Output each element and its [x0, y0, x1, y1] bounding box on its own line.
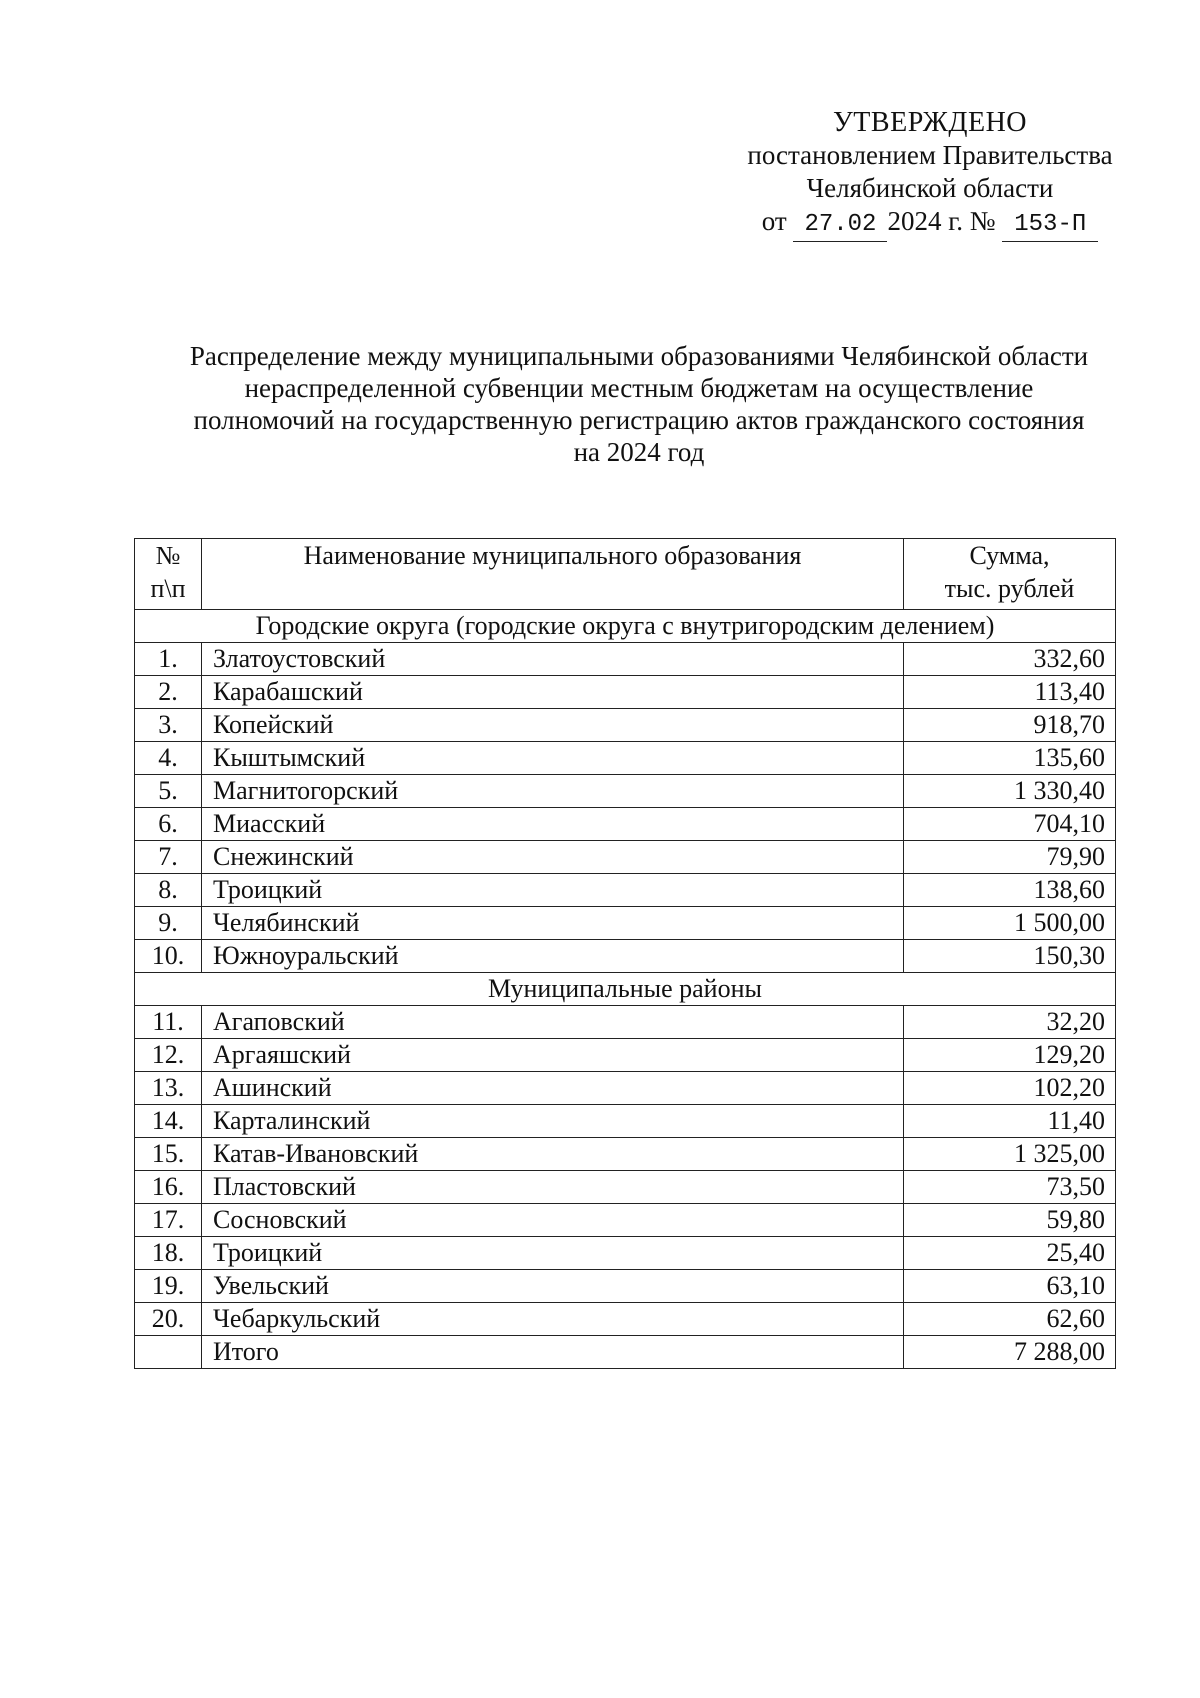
row-amount: 73,50 [904, 1171, 1116, 1204]
row-amount: 79,90 [904, 841, 1116, 874]
row-amount: 129,20 [904, 1039, 1116, 1072]
approval-number: 153-П [1002, 208, 1098, 242]
table-row [135, 1006, 1116, 1039]
header-name: Наименование муниципального образования [202, 539, 904, 610]
approval-word: УТВЕРЖДЕНО [832, 107, 1028, 138]
row-name: Миасский [202, 808, 904, 841]
row-number: 1. [135, 643, 202, 676]
row-amount: 1 325,00 [904, 1138, 1116, 1171]
table-row [135, 775, 1116, 808]
row-number: 19. [135, 1270, 202, 1303]
approval-date-line [700, 205, 1160, 242]
row-name: Троицкий [202, 1237, 904, 1270]
row-number: 12. [135, 1039, 202, 1072]
row-name: Снежинский [202, 841, 904, 874]
row-amount: 113,40 [904, 676, 1116, 709]
row-name: Магнитогорский [202, 775, 904, 808]
row-amount: 332,60 [904, 643, 1116, 676]
table-row [135, 1204, 1116, 1237]
table-row [135, 907, 1116, 940]
section-title-city-districts: Городские округа (городские округа с внутригородским делением) [135, 610, 1116, 643]
table-row [135, 808, 1116, 841]
row-name: Карталинский [202, 1105, 904, 1138]
section-title-municipal-districts: Муниципальные районы [135, 973, 1116, 1006]
row-amount: 1 500,00 [904, 907, 1116, 940]
title-line-4: на 2024 год [573, 437, 705, 467]
row-name: Челябинский [202, 907, 904, 940]
row-name: Чебаркульский [202, 1303, 904, 1336]
row-amount: 59,80 [904, 1204, 1116, 1237]
row-number: 15. [135, 1138, 202, 1171]
row-amount: 63,10 [904, 1270, 1116, 1303]
row-number: 11. [135, 1006, 202, 1039]
section-row-city-districts [135, 610, 1116, 643]
header-number-line-1: № [155, 541, 181, 570]
row-name: Карабашский [202, 676, 904, 709]
table-row [135, 1237, 1116, 1270]
row-number: 14. [135, 1105, 202, 1138]
row-name: Увельский [202, 1270, 904, 1303]
approval-stamp [700, 106, 1160, 242]
row-name: Южноуральский [202, 940, 904, 973]
row-name: Копейский [202, 709, 904, 742]
row-name: Катав-Ивановский [202, 1138, 904, 1171]
row-number: 2. [135, 676, 202, 709]
row-amount: 11,40 [904, 1105, 1116, 1138]
row-amount: 1 330,40 [904, 775, 1116, 808]
total-number [135, 1336, 202, 1369]
row-number: 8. [135, 874, 202, 907]
row-amount: 150,30 [904, 940, 1116, 973]
table-row [135, 1171, 1116, 1204]
header-number [135, 539, 202, 610]
header-amount-line-1: Сумма, [969, 541, 1050, 570]
table-row [135, 1105, 1116, 1138]
approval-year: 2024 г. № [887, 206, 996, 236]
table-header-row [135, 539, 1116, 610]
table-row [135, 874, 1116, 907]
total-label: Итого [202, 1336, 904, 1369]
table-row [135, 742, 1116, 775]
row-name: Троицкий [202, 874, 904, 907]
total-amount: 7 288,00 [904, 1336, 1116, 1369]
row-number: 20. [135, 1303, 202, 1336]
row-number: 5. [135, 775, 202, 808]
row-amount: 102,20 [904, 1072, 1116, 1105]
row-name: Ашинский [202, 1072, 904, 1105]
row-amount: 62,60 [904, 1303, 1116, 1336]
row-number: 16. [135, 1171, 202, 1204]
total-row [135, 1336, 1116, 1369]
table-row [135, 841, 1116, 874]
row-number: 4. [135, 742, 202, 775]
row-name: Аргаяшский [202, 1039, 904, 1072]
row-amount: 704,10 [904, 808, 1116, 841]
header-amount [904, 539, 1116, 610]
approval-prefix: от [761, 206, 787, 236]
table-row [135, 676, 1116, 709]
row-number: 10. [135, 940, 202, 973]
header-amount-line-2: тыс. рублей [944, 574, 1075, 603]
table-row [135, 1303, 1116, 1336]
table-row [135, 1138, 1116, 1171]
row-number: 13. [135, 1072, 202, 1105]
title-line-2: нераспределенной субвенции местным бюджетам на осуществление [244, 373, 1034, 403]
row-amount: 135,60 [904, 742, 1116, 775]
row-amount: 138,60 [904, 874, 1116, 907]
section-row-municipal-districts [135, 973, 1116, 1006]
row-name: Пластовский [202, 1171, 904, 1204]
table-row [135, 940, 1116, 973]
row-number: 18. [135, 1237, 202, 1270]
row-name: Сосновский [202, 1204, 904, 1237]
header-number-line-2: п\п [150, 574, 186, 603]
row-number: 17. [135, 1204, 202, 1237]
row-number: 6. [135, 808, 202, 841]
table-row [135, 709, 1116, 742]
row-amount: 32,20 [904, 1006, 1116, 1039]
distribution-table [134, 538, 1116, 1369]
row-name: Златоустовский [202, 643, 904, 676]
approval-line-2: Челябинской области [806, 173, 1054, 203]
row-number: 9. [135, 907, 202, 940]
row-number: 7. [135, 841, 202, 874]
title-line-3: полномочий на государственную регистрацию актов гражданского состояния [193, 405, 1085, 435]
row-number: 3. [135, 709, 202, 742]
table-row [135, 1039, 1116, 1072]
row-name: Агаповский [202, 1006, 904, 1039]
row-name: Кыштымский [202, 742, 904, 775]
row-amount: 25,40 [904, 1237, 1116, 1270]
approval-date: 27.02 [793, 208, 887, 242]
document-title [150, 340, 1128, 468]
table-row [135, 1072, 1116, 1105]
approval-line-1: постановлением Правительства [747, 140, 1113, 170]
table-row [135, 643, 1116, 676]
row-amount: 918,70 [904, 709, 1116, 742]
title-line-1: Распределение между муниципальными образованиями Челябинской области [189, 341, 1089, 371]
table-row [135, 1270, 1116, 1303]
